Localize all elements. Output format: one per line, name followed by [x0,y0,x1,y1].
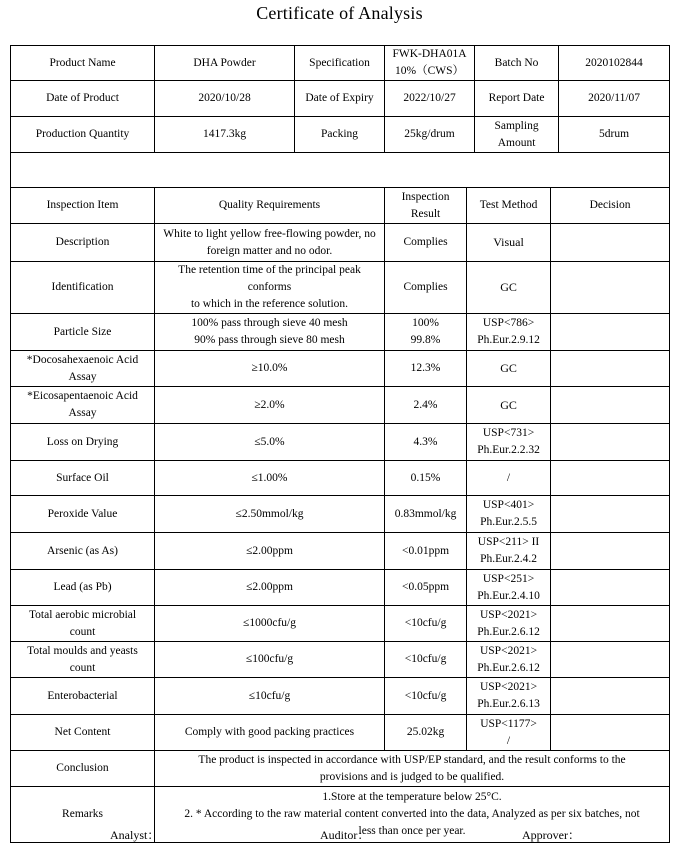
table-row [11,461,670,496]
packing-label: Packing [295,117,385,153]
inspection-result: <10cfu/g [385,678,467,715]
test-method: USP<2021> Ph.Eur.2.6.12 [467,642,551,678]
decision [551,262,670,314]
inspection-item: Arsenic (as As) [11,533,155,570]
test-method: GC [467,351,551,387]
conclusion-label: Conclusion [11,751,155,787]
quality-requirement: ≤1000cfu/g [155,606,385,642]
conclusion-row [11,751,670,787]
remarks-text: 1.Store at the temperature below 25°C. 2. * According to the raw material content converted into the data, Analyzed as per six batches, not less than once per year. [155,787,670,843]
inspection-result: Complies [385,224,467,262]
specification-value: FWK-DHA01A 10%（CWS） [385,46,475,81]
test-method: USP<251> Ph.Eur.2.4.10 [467,570,551,606]
test-method: USP<401> Ph.Eur.2.5.5 [467,496,551,533]
col-test-method: Test Method [467,188,551,224]
inspection-result: <10cfu/g [385,606,467,642]
header-row-product [11,46,670,81]
coa-table [10,45,670,843]
decision [551,642,670,678]
table-row [11,224,670,262]
quality-requirement: ≥10.0% [155,351,385,387]
inspection-item: Lead (as Pb) [11,570,155,606]
quality-requirement: ≤2.00ppm [155,533,385,570]
inspection-result: 0.15% [385,461,467,496]
table-row [11,424,670,461]
analyst-signature: Analyst： [110,828,160,842]
decision [551,570,670,606]
decision [551,533,670,570]
product-name-value: DHA Powder [155,46,295,81]
test-method: USP<2021> Ph.Eur.2.6.12 [467,606,551,642]
sampling-amount-label: Sampling Amount [475,117,559,153]
inspection-result: Complies [385,262,467,314]
table-row [11,606,670,642]
batch-no-label: Batch No [475,46,559,81]
table-row [11,715,670,751]
inspection-result: 0.83mmol/kg [385,496,467,533]
quality-requirement: ≥2.0% [155,387,385,424]
report-date-label: Report Date [475,81,559,117]
auditor-signature: Auditor： [320,828,370,842]
date-of-product-value: 2020/10/28 [155,81,295,117]
test-method: / [467,461,551,496]
inspection-item: Total moulds and yeasts count [11,642,155,678]
decision [551,496,670,533]
test-method: GC [467,262,551,314]
approver-signature: Approver： [522,828,580,842]
blank-cell [11,153,670,188]
inspection-item: Loss on Drying [11,424,155,461]
col-inspection-item: Inspection Item [11,188,155,224]
test-method: GC [467,387,551,424]
quality-requirement: ≤1.00% [155,461,385,496]
test-method: USP<2021> Ph.Eur.2.6.13 [467,678,551,715]
quality-requirement: 100% pass through sieve 40 mesh 90% pass through sieve 80 mesh [155,314,385,351]
inspection-result: <0.01ppm [385,533,467,570]
spacer-row [11,153,670,188]
inspection-item: Identification [11,262,155,314]
test-method: USP<1177> / [467,715,551,751]
production-quantity-label: Production Quantity [11,117,155,153]
decision [551,606,670,642]
quality-requirement: ≤5.0% [155,424,385,461]
date-of-product-label: Date of Product [11,81,155,117]
conclusion-text: The product is inspected in accordance with USP/EP standard, and the result conforms to the provisions and is judged to be qualified. [155,751,670,787]
quality-requirement: ≤2.50mmol/kg [155,496,385,533]
test-method: Visual [467,224,551,262]
table-row [11,533,670,570]
col-decision: Decision [551,188,670,224]
inspection-item: *Docosahexaenoic Acid Assay [11,351,155,387]
header-row-dates [11,81,670,117]
document-title: Certificate of Analysis [256,3,423,23]
col-quality-requirements: Quality Requirements [155,188,385,224]
inspection-item: Particle Size [11,314,155,351]
inspection-item: Description [11,224,155,262]
inspection-item: Surface Oil [11,461,155,496]
decision [551,715,670,751]
table-row [11,570,670,606]
table-row [11,678,670,715]
inspection-item: Enterobacterial [11,678,155,715]
decision [551,461,670,496]
quality-requirement: ≤2.00ppm [155,570,385,606]
report-date-value: 2020/11/07 [559,81,670,117]
inspection-header-row [11,188,670,224]
inspection-result: 25.02kg [385,715,467,751]
test-method: USP<731> Ph.Eur.2.2.32 [467,424,551,461]
sampling-amount-value: 5drum [559,117,670,153]
inspection-item: Peroxide Value [11,496,155,533]
decision [551,387,670,424]
decision [551,351,670,387]
decision [551,224,670,262]
inspection-item: *Eicosapentaenoic Acid Assay [11,387,155,424]
decision [551,314,670,351]
production-quantity-value: 1417.3kg [155,117,295,153]
packing-value: 25kg/drum [385,117,475,153]
quality-requirement: The retention time of the principal peak conforms to which in the reference solution. [155,262,385,314]
test-method: USP<786> Ph.Eur.2.9.12 [467,314,551,351]
col-inspection-result: Inspection Result [385,188,467,224]
inspection-item: Total aerobic microbial count [11,606,155,642]
inspection-result: 12.3% [385,351,467,387]
decision [551,424,670,461]
quality-requirement: ≤10cfu/g [155,678,385,715]
inspection-result: 2.4% [385,387,467,424]
quality-requirement: White to light yellow free-flowing powder, no foreign matter and no odor. [155,224,385,262]
table-row [11,387,670,424]
inspection-result: <0.05ppm [385,570,467,606]
product-name-label: Product Name [11,46,155,81]
table-row [11,314,670,351]
inspection-result: <10cfu/g [385,642,467,678]
batch-no-value: 2020102844 [559,46,670,81]
inspection-result: 4.3% [385,424,467,461]
table-row [11,496,670,533]
quality-requirement: ≤100cfu/g [155,642,385,678]
decision [551,678,670,715]
table-row [11,262,670,314]
specification-label: Specification [295,46,385,81]
header-row-quantity [11,117,670,153]
table-row [11,642,670,678]
remarks-label: Remarks [11,787,155,843]
inspection-item: Net Content [11,715,155,751]
inspection-result: 100% 99.8% [385,314,467,351]
date-of-expiry-value: 2022/10/27 [385,81,475,117]
date-of-expiry-label: Date of Expiry [295,81,385,117]
test-method: USP<211> II Ph.Eur.2.4.2 [467,533,551,570]
quality-requirement: Comply with good packing practices [155,715,385,751]
table-row [11,351,670,387]
